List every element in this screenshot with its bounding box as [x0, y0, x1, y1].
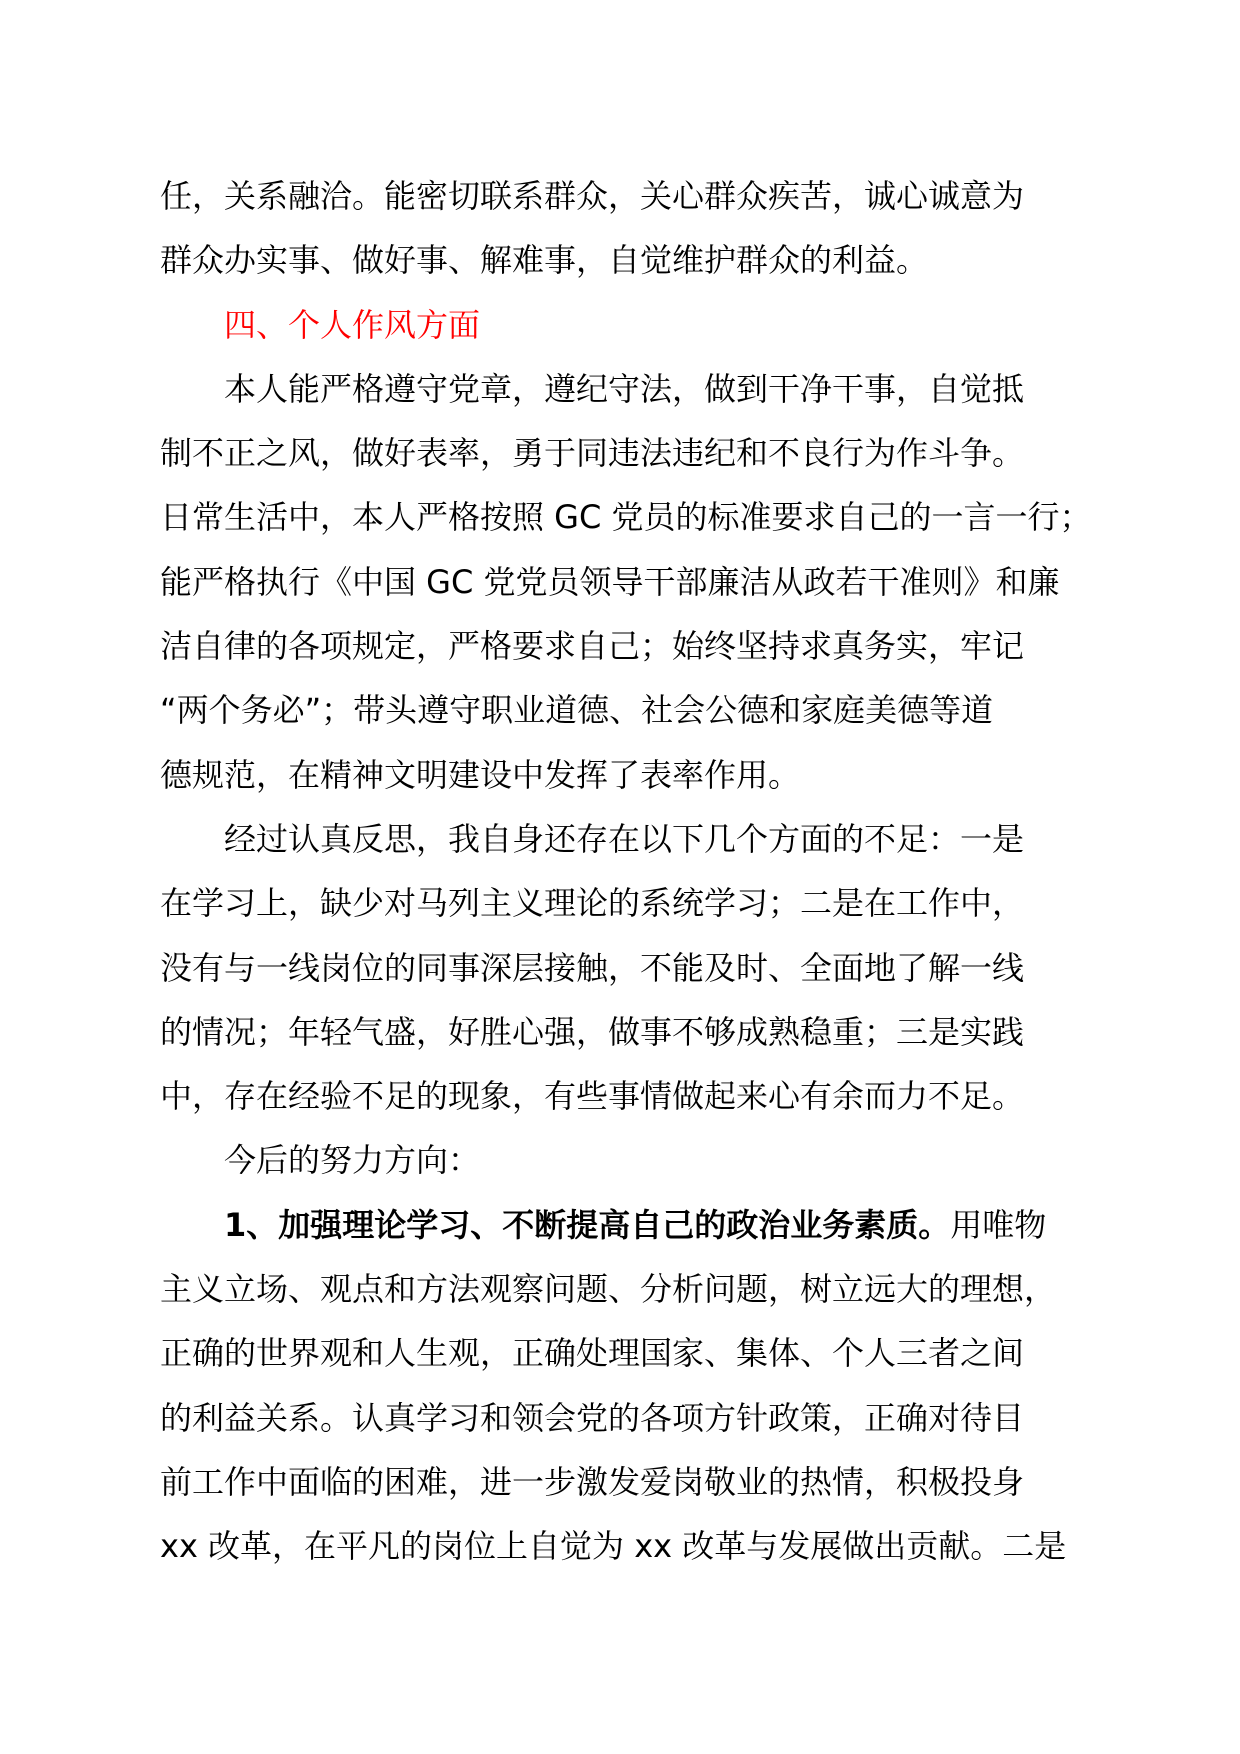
- paragraph-line: 没有与一线岗位的同事深层接触，不能及时、全面地了解一线: [160, 948, 1025, 987]
- paragraph-line: 主义立场、观点和方法观察问题、分析问题，树立远大的理想，: [160, 1270, 1057, 1309]
- paragraph-line: 群众办实事、做好事、解难事，自觉维护群众的利益。: [160, 241, 929, 280]
- section-heading: 四、个人作风方面: [224, 305, 481, 344]
- document-body: [160, 164, 1120, 1579]
- paragraph-line: xx 改革，在平凡的岗位上自觉为 xx 改革与发展做出贡献。二是: [160, 1527, 1067, 1566]
- paragraph-line: 本人能严格遵守党章，遵纪守法，做到干净干事，自觉抵: [224, 369, 1025, 408]
- paragraph-line: 经过认真反思，我自身还存在以下几个方面的不足：一是: [224, 819, 1025, 858]
- paragraph-line: 的情况；年轻气盛，好胜心强，做事不够成熟稳重；三是实践: [160, 1012, 1025, 1051]
- paragraph-line: 日常生活中，本人严格按照 GC 党员的标准要求自己的一言一行；: [160, 498, 1092, 537]
- paragraph-line: 任，关系融洽。能密切联系群众，关心群众疾苦，诚心诚意为: [160, 177, 1025, 215]
- paragraph-line: 前工作中面临的困难，进一步激发爱岗敬业的热情，积极投身: [160, 1462, 1025, 1501]
- paragraph-line: 中，存在经验不足的现象，有些事情做起来心有余而力不足。: [160, 1077, 1025, 1116]
- paragraph-line: 洁自律的各项规定，严格要求自己；始终坚持求真务实，牢记: [160, 627, 1025, 666]
- numbered-item-text: 用唯物: [950, 1205, 1047, 1244]
- paragraph-line: 正确的世界观和人生观，正确处理国家、集体、个人三者之间: [160, 1334, 1025, 1373]
- numbered-item-title: 1、加强理论学习、不断提高自己的政治业务素质。: [224, 1205, 951, 1244]
- paragraph-line: “两个务必”；带头遵守职业道德、社会公德和家庭美德等道: [160, 691, 994, 730]
- paragraph-line: 今后的努力方向：: [224, 1141, 481, 1180]
- numbered-item-line: [160, 1193, 1120, 1257]
- paragraph-line: 在学习上，缺少对马列主义理论的系统学习；二是在工作中，: [160, 884, 1025, 923]
- paragraph-line: 制不正之风，做好表率，勇于同违法违纪和不良行为作斗争。: [160, 434, 1025, 473]
- paragraph-line: 能严格执行《中国 GC 党党员领导干部廉洁从政若干准则》和廉: [160, 562, 1060, 601]
- paragraph-line: 德规范，在精神文明建设中发挥了表率作用。: [160, 755, 801, 794]
- paragraph-line: 的利益关系。认真学习和领会党的各项方针政策，正确对待目: [160, 1398, 1025, 1437]
